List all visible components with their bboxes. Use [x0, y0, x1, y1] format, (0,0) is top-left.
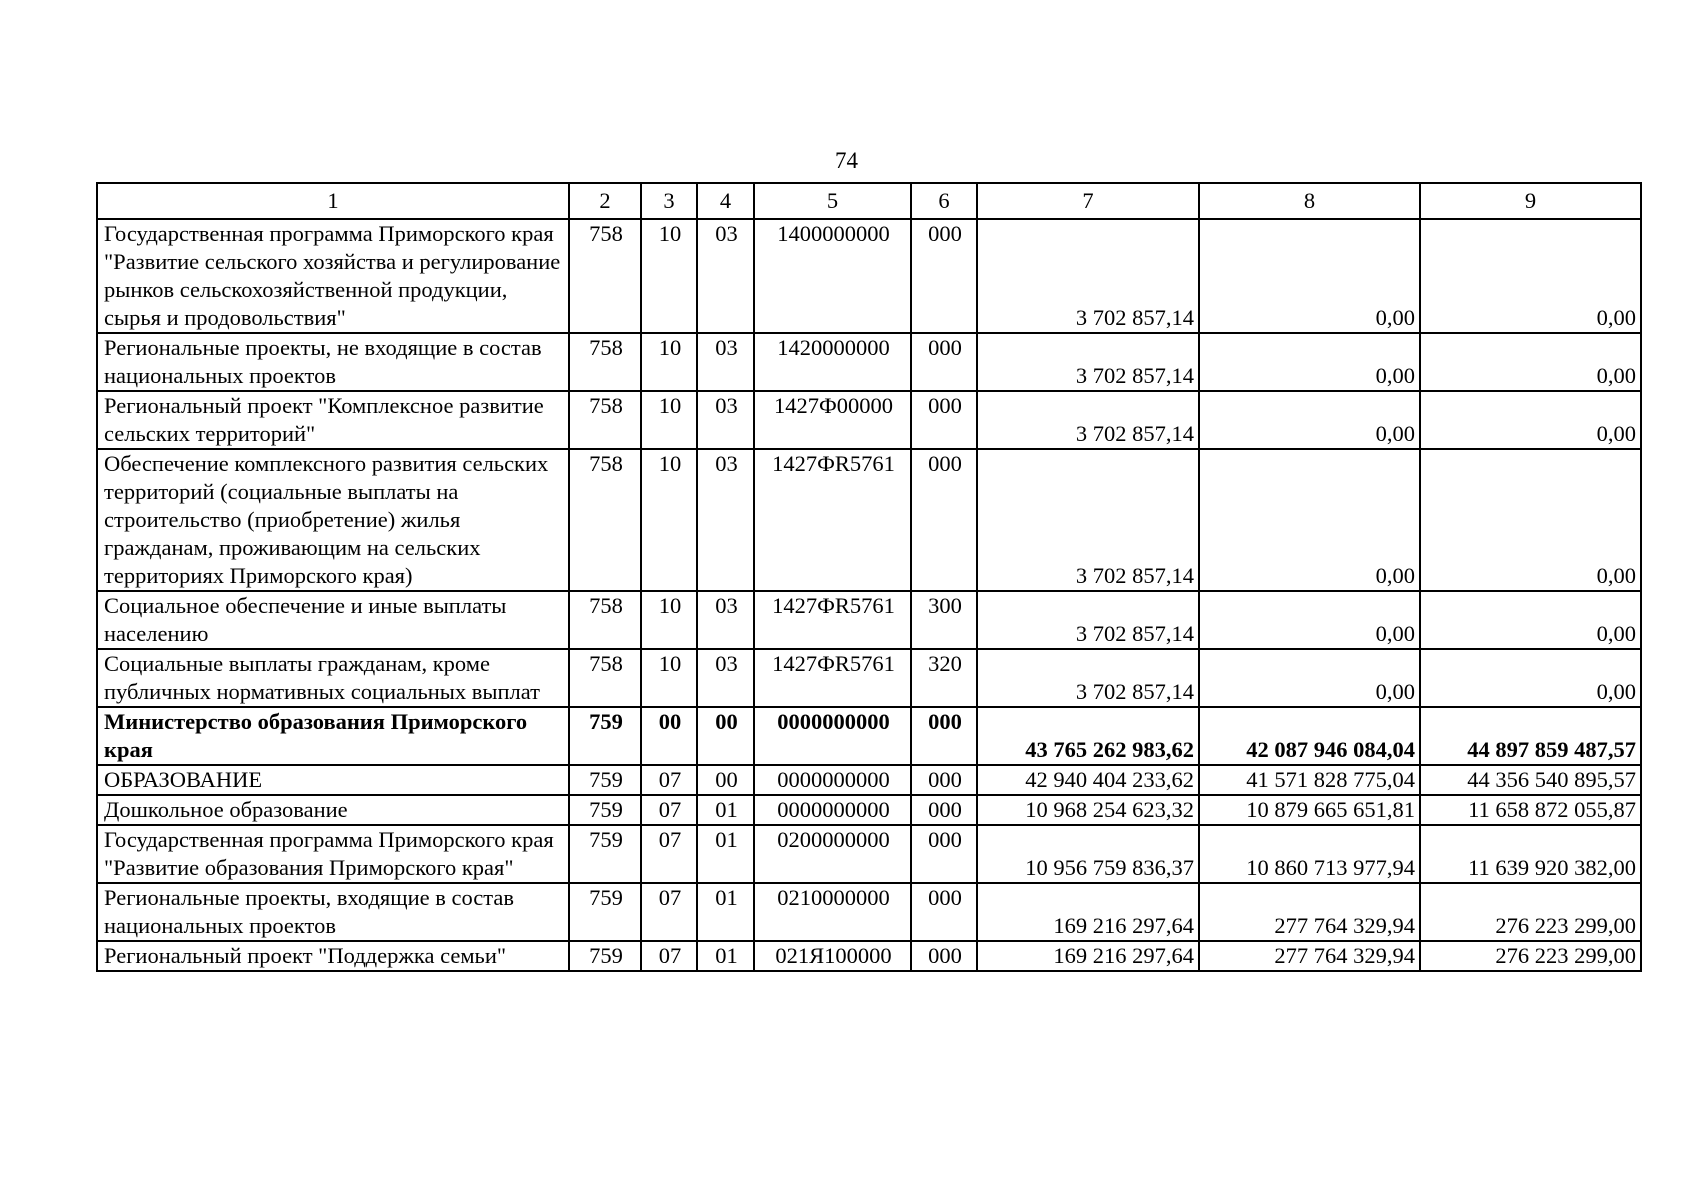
amount-year1-cell: 3 702 857,14	[977, 391, 1199, 449]
section-code-cell: 07	[641, 795, 697, 825]
page-number: 74	[835, 148, 858, 173]
admin-code-cell: 759	[569, 941, 641, 971]
amount-year2-cell: 277 764 329,94	[1199, 941, 1420, 971]
target-article-cell: 0000000000	[754, 707, 911, 765]
target-article-cell: 1420000000	[754, 333, 911, 391]
item-name-cell: Социальное обеспечение и иные выплаты населению	[97, 591, 569, 649]
table-row	[97, 825, 1641, 883]
expense-type-cell: 000	[911, 391, 977, 449]
subsection-code-cell: 01	[697, 883, 754, 941]
section-code-cell: 10	[641, 333, 697, 391]
amount-year2-cell: 0,00	[1199, 219, 1420, 333]
section-code-cell: 10	[641, 591, 697, 649]
target-article-cell: 1427Ф00000	[754, 391, 911, 449]
amount-year3-cell: 276 223 299,00	[1420, 941, 1641, 971]
section-code-cell: 07	[641, 825, 697, 883]
expense-type-cell: 000	[911, 333, 977, 391]
table-row	[97, 795, 1641, 825]
expense-type-cell: 000	[911, 707, 977, 765]
column-header: 3	[641, 183, 697, 219]
item-name-cell: Министерство образования Приморского края	[97, 707, 569, 765]
amount-year1-cell: 3 702 857,14	[977, 649, 1199, 707]
section-code-cell: 00	[641, 707, 697, 765]
amount-year1-cell: 10 968 254 623,32	[977, 795, 1199, 825]
subsection-code-cell: 01	[697, 941, 754, 971]
amount-year1-cell: 3 702 857,14	[977, 219, 1199, 333]
amount-year2-cell: 10 879 665 651,81	[1199, 795, 1420, 825]
section-code-cell: 07	[641, 765, 697, 795]
table-row	[97, 391, 1641, 449]
amount-year2-cell: 0,00	[1199, 449, 1420, 591]
amount-year2-cell: 0,00	[1199, 591, 1420, 649]
target-article-cell: 1427ФR5761	[754, 449, 911, 591]
table-row	[97, 333, 1641, 391]
item-name-cell: Государственная программа Приморского края "Развитие образования Приморского края"	[97, 825, 569, 883]
section-code-cell: 10	[641, 449, 697, 591]
target-article-cell: 0000000000	[754, 795, 911, 825]
table-row	[97, 765, 1641, 795]
admin-code-cell: 759	[569, 765, 641, 795]
amount-year3-cell: 11 639 920 382,00	[1420, 825, 1641, 883]
amount-year3-cell: 44 897 859 487,57	[1420, 707, 1641, 765]
target-article-cell: 1427ФR5761	[754, 591, 911, 649]
item-name-cell: Государственная программа Приморского края "Развитие сельского хозяйства и регулирование рынков сельскохозяйственной продукции, сырья и продовольствия"	[97, 219, 569, 333]
expense-type-cell: 320	[911, 649, 977, 707]
item-name-cell: Социальные выплаты гражданам, кроме публичных нормативных социальных выплат	[97, 649, 569, 707]
amount-year2-cell: 41 571 828 775,04	[1199, 765, 1420, 795]
subsection-code-cell: 00	[697, 707, 754, 765]
column-number-header	[97, 183, 1641, 219]
expense-type-cell: 000	[911, 449, 977, 591]
column-header: 7	[977, 183, 1199, 219]
subsection-code-cell: 00	[697, 765, 754, 795]
expense-type-cell: 300	[911, 591, 977, 649]
table-row	[97, 883, 1641, 941]
item-name-cell: Региональный проект "Комплексное развитие сельских территорий"	[97, 391, 569, 449]
column-header: 5	[754, 183, 911, 219]
amount-year1-cell: 10 956 759 836,37	[977, 825, 1199, 883]
admin-code-cell: 759	[569, 883, 641, 941]
amount-year3-cell: 0,00	[1420, 333, 1641, 391]
target-article-cell: 1427ФR5761	[754, 649, 911, 707]
amount-year3-cell: 276 223 299,00	[1420, 883, 1641, 941]
item-name-cell: Обеспечение комплексного развития сельских территорий (социальные выплаты на строительство (приобретение) жилья гражданам, проживающим на сельских территориях Приморского края)	[97, 449, 569, 591]
amount-year3-cell: 0,00	[1420, 649, 1641, 707]
column-header: 8	[1199, 183, 1420, 219]
table-row	[97, 449, 1641, 591]
item-name-cell: Региональный проект "Поддержка семьи"	[97, 941, 569, 971]
item-name-cell: Дошкольное образование	[97, 795, 569, 825]
amount-year3-cell: 0,00	[1420, 591, 1641, 649]
amount-year1-cell: 3 702 857,14	[977, 333, 1199, 391]
table-row	[97, 591, 1641, 649]
amount-year3-cell: 0,00	[1420, 391, 1641, 449]
amount-year1-cell: 169 216 297,64	[977, 941, 1199, 971]
expense-type-cell: 000	[911, 941, 977, 971]
table-row	[97, 219, 1641, 333]
section-code-cell: 10	[641, 649, 697, 707]
item-name-cell: Региональные проекты, не входящие в состав национальных проектов	[97, 333, 569, 391]
amount-year2-cell: 42 087 946 084,04	[1199, 707, 1420, 765]
table-row	[97, 707, 1641, 765]
target-article-cell: 0210000000	[754, 883, 911, 941]
admin-code-cell: 758	[569, 219, 641, 333]
section-code-cell: 07	[641, 883, 697, 941]
section-code-cell: 10	[641, 391, 697, 449]
amount-year3-cell: 11 658 872 055,87	[1420, 795, 1641, 825]
section-code-cell: 10	[641, 219, 697, 333]
section-code-cell: 07	[641, 941, 697, 971]
subsection-code-cell: 03	[697, 449, 754, 591]
subsection-code-cell: 03	[697, 649, 754, 707]
amount-year3-cell: 0,00	[1420, 449, 1641, 591]
subsection-code-cell: 01	[697, 795, 754, 825]
amount-year2-cell: 10 860 713 977,94	[1199, 825, 1420, 883]
budget-table	[96, 182, 1642, 972]
admin-code-cell: 759	[569, 707, 641, 765]
expense-type-cell: 000	[911, 825, 977, 883]
expense-type-cell: 000	[911, 765, 977, 795]
table-row	[97, 649, 1641, 707]
amount-year1-cell: 3 702 857,14	[977, 591, 1199, 649]
expense-type-cell: 000	[911, 795, 977, 825]
amount-year2-cell: 277 764 329,94	[1199, 883, 1420, 941]
amount-year3-cell: 0,00	[1420, 219, 1641, 333]
admin-code-cell: 759	[569, 795, 641, 825]
target-article-cell: 021Я100000	[754, 941, 911, 971]
amount-year2-cell: 0,00	[1199, 333, 1420, 391]
target-article-cell: 1400000000	[754, 219, 911, 333]
table-body	[97, 219, 1641, 971]
admin-code-cell: 759	[569, 825, 641, 883]
column-header: 2	[569, 183, 641, 219]
column-header: 4	[697, 183, 754, 219]
target-article-cell: 0200000000	[754, 825, 911, 883]
column-header: 1	[97, 183, 569, 219]
amount-year1-cell: 42 940 404 233,62	[977, 765, 1199, 795]
subsection-code-cell: 03	[697, 591, 754, 649]
item-name-cell: ОБРАЗОВАНИЕ	[97, 765, 569, 795]
column-header: 9	[1420, 183, 1641, 219]
admin-code-cell: 758	[569, 591, 641, 649]
admin-code-cell: 758	[569, 333, 641, 391]
item-name-cell: Региональные проекты, входящие в состав национальных проектов	[97, 883, 569, 941]
subsection-code-cell: 01	[697, 825, 754, 883]
expense-type-cell: 000	[911, 219, 977, 333]
target-article-cell: 0000000000	[754, 765, 911, 795]
subsection-code-cell: 03	[697, 333, 754, 391]
subsection-code-cell: 03	[697, 391, 754, 449]
amount-year1-cell: 43 765 262 983,62	[977, 707, 1199, 765]
amount-year1-cell: 3 702 857,14	[977, 449, 1199, 591]
admin-code-cell: 758	[569, 449, 641, 591]
subsection-code-cell: 03	[697, 219, 754, 333]
amount-year2-cell: 0,00	[1199, 649, 1420, 707]
expense-type-cell: 000	[911, 883, 977, 941]
amount-year2-cell: 0,00	[1199, 391, 1420, 449]
amount-year3-cell: 44 356 540 895,57	[1420, 765, 1641, 795]
admin-code-cell: 758	[569, 391, 641, 449]
amount-year1-cell: 169 216 297,64	[977, 883, 1199, 941]
table-row	[97, 941, 1641, 971]
admin-code-cell: 758	[569, 649, 641, 707]
column-header: 6	[911, 183, 977, 219]
